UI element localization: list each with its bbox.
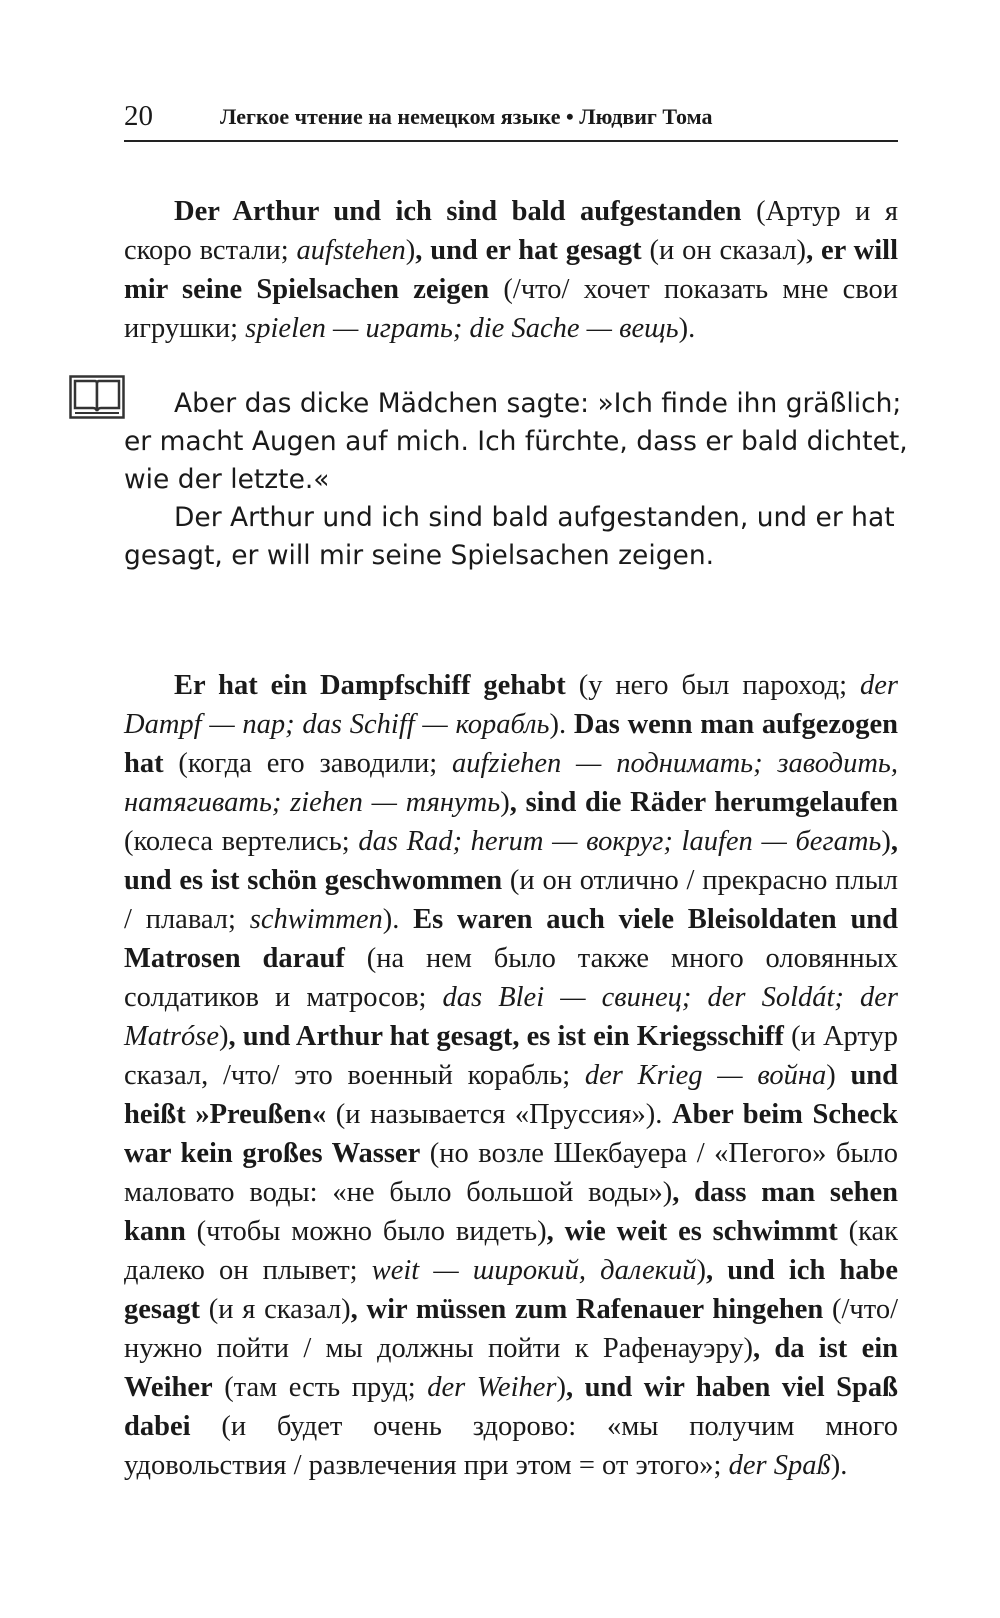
annotated-text: [124, 192, 898, 348]
translation: ): [500, 787, 510, 818]
translation: (и я сказал): [199, 1294, 351, 1325]
grammar-note: der Spaß: [728, 1450, 831, 1481]
german-phrase: , er will mir seine Spielsachen zeigen: [124, 235, 898, 305]
running-title: Легкое чтение на немецком языке • Людвиг Тома: [220, 104, 713, 129]
page-header: [124, 96, 898, 142]
translation: ): [696, 1255, 706, 1286]
reading-paragraph-2: Der Arthur und ich sind bald aufgestanden, und er hat gesagt, er will mir seine Spielsachen zeigen.: [124, 502, 895, 571]
grammar-note: weit — широкий, далекий: [371, 1255, 697, 1286]
translation: (там есть пруд;: [212, 1372, 428, 1403]
german-phrase: Er hat ein Dampfschiff gehabt: [174, 670, 566, 701]
german-phrase: , sind die Räder herumgelaufen: [509, 787, 898, 818]
translation: ): [219, 1021, 229, 1052]
translation: (и он отлично / прекрасно плыл / плавал;: [124, 865, 898, 935]
page-number: 20: [124, 100, 153, 132]
translation: (как далеко он плывет;: [124, 1216, 898, 1286]
translation: (и он сказал): [641, 235, 807, 266]
translation: (но возле Шекбауера / «Пегого» было маловато воды: «не было большой воды»): [124, 1138, 899, 1208]
grammar-note: der Krieg — война: [584, 1060, 827, 1091]
annotated-paragraph-2: [124, 666, 898, 1485]
translation: (чтобы можно было видеть): [185, 1216, 547, 1247]
german-phrase: , dass man sehen kann: [124, 1177, 898, 1247]
translation: (когда его заводили;: [163, 748, 453, 779]
translation: (Артур и я скоро встали;: [124, 196, 898, 266]
german-phrase: , und ich habe gesagt: [124, 1255, 899, 1325]
translation: ).: [549, 709, 574, 740]
translation: (и будет очень здорово: «мы получим много удовольствия / развлечения при этом = от этого»;: [124, 1411, 898, 1481]
annotated-paragraph-1: [124, 192, 898, 348]
translation: ): [826, 1060, 851, 1091]
german-phrase: , und es ist schön geschwommen: [124, 826, 898, 896]
grammar-note: schwimmen: [249, 904, 383, 935]
german-phrase: , und wir haben viel Spaß dabei: [124, 1372, 898, 1442]
translation: (/что/ нужно пойти / мы должны пойти к Рафенауэру): [124, 1294, 899, 1364]
german-phrase: , wir müssen zum Rafenauer hingehen: [350, 1294, 824, 1325]
german-phrase: Der Arthur und ich sind bald aufgestanden: [174, 196, 742, 227]
grammar-note: das Rad; herum — вокруг; laufen — бегать: [358, 826, 882, 857]
translation: ).: [830, 1450, 848, 1481]
german-phrase: Aber beim Scheck war kein großes Wasser: [124, 1099, 898, 1169]
grammar-note: das Blei — свинец; der Soldát; der Matróse: [124, 982, 898, 1052]
grammar-note: der Dampf — пар; das Schiff — корабль: [124, 670, 898, 740]
german-phrase: , und Arthur hat gesagt, es ist ein Kriegsschiff: [228, 1021, 784, 1052]
translation: ).: [382, 904, 414, 935]
translation: (колеса вертелись;: [124, 826, 359, 857]
translation: ): [405, 235, 416, 266]
german-phrase: , und er hat gesagt: [415, 235, 642, 266]
translation: (/что/ хочет показать мне свои игрушки;: [124, 274, 898, 344]
grammar-note: der Weiher: [427, 1372, 557, 1403]
german-phrase: und heißt »Preußen«: [124, 1060, 898, 1130]
german-phrase: , wie weit es schwimmt: [546, 1216, 838, 1247]
translation: ): [556, 1372, 566, 1403]
german-phrase: Es waren auch viele Bleisoldaten und Matrosen darauf: [124, 904, 898, 974]
german-phrase: Das wenn man aufgezogen hat: [124, 709, 898, 779]
grammar-note: spielen — играть; die Sache — вещь: [245, 313, 679, 344]
translation: (и называется «Пруссия»).: [326, 1099, 672, 1130]
translation: (и Артур сказал, /что/ это военный корабль;: [124, 1021, 898, 1091]
german-phrase: , da ist ein Weiher: [124, 1333, 898, 1403]
translation: ).: [678, 313, 696, 344]
open-book-icon: [69, 375, 125, 419]
reading-passage: [124, 385, 914, 575]
translation: ): [881, 826, 891, 857]
annotated-text: [124, 666, 898, 1485]
translation: (на нем было также много оловянных солдатиков и матросов;: [124, 943, 899, 1013]
grammar-note: aufziehen — поднимать; заводить, натягивать; ziehen — тянуть: [124, 748, 899, 818]
translation: (у него был пароход;: [565, 670, 860, 701]
grammar-note: aufstehen: [296, 235, 406, 266]
reading-paragraph-1: Aber das dicke Mädchen sagte: »Ich finde ihn gräßlich; er macht Augen auf mich. Ich fürchte, dass er bald dichtet, wie der letzte.«: [124, 388, 908, 495]
